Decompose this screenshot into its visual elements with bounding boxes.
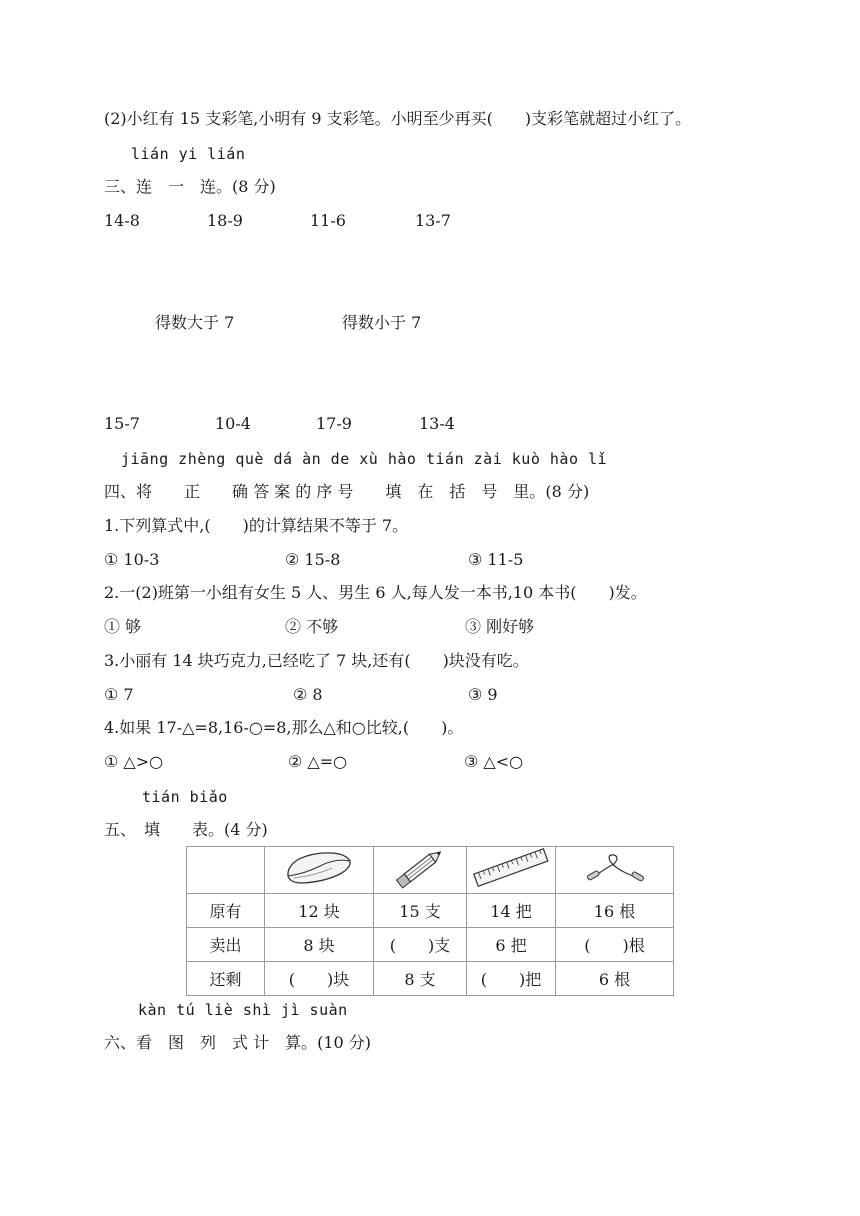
section-3-title: 三、连 一 连。(8 分)	[104, 177, 276, 196]
section-4-title: 四、将 正 确 答 案 的 序 号 填 在 括 号 里。(8 分)	[104, 482, 590, 501]
match-top-item-4: 13-7	[415, 211, 451, 230]
pencil-cell	[374, 847, 467, 894]
mc-q2-option-3: ③ 刚好够	[465, 617, 535, 636]
mc-q1-option-2: ② 15-8	[285, 550, 341, 569]
table-row	[187, 894, 674, 928]
table-row	[187, 962, 674, 996]
table-cell: 8 块	[265, 928, 374, 962]
match-top-item-2: 18-9	[207, 211, 243, 230]
section-3-pinyin: lián yi lián	[131, 145, 246, 163]
section-5-pinyin: tián biǎo	[142, 788, 228, 806]
mc-q4-option-2: ② △=○	[288, 752, 348, 771]
table-cell: ( )块	[265, 962, 374, 996]
table-cell: 12 块	[265, 894, 374, 928]
section-4-pinyin: jiāng zhèng què dá àn de xù hào tián zài kuò hào lǐ	[121, 450, 608, 468]
eraser-icon	[284, 849, 354, 887]
mc-q4-option-3: ③ △<○	[464, 752, 524, 771]
mc-q1-option-3: ③ 11-5	[468, 550, 524, 569]
match-bottom-item-1: 15-7	[104, 414, 140, 433]
table-cell: ( )根	[556, 928, 674, 962]
mc-question-3: 3.小丽有 14 块巧克力,已经吃了 7 块,还有( )块没有吃。	[104, 651, 529, 670]
pencil-icon	[392, 847, 448, 889]
row-label: 原有	[187, 894, 265, 928]
stock-table	[186, 846, 674, 996]
table-cell: 16 根	[556, 894, 674, 928]
mc-q3-option-3: ③ 9	[468, 685, 498, 704]
match-bottom-item-2: 10-4	[215, 414, 251, 433]
match-top-item-1: 14-8	[104, 211, 140, 230]
section-6-title: 六、看 图 列 式 计 算。(10 分)	[104, 1033, 372, 1052]
match-target-less: 得数小于 7	[342, 313, 422, 332]
table-cell: 14 把	[467, 894, 556, 928]
rope-cell	[556, 847, 674, 894]
table-cell: ( )支	[374, 928, 467, 962]
match-bottom-item-3: 17-9	[316, 414, 352, 433]
match-bottom-item-4: 13-4	[419, 414, 455, 433]
mc-q1-option-1: ① 10-3	[104, 550, 160, 569]
table-cell: ( )把	[467, 962, 556, 996]
question-2-line: (2)小红有 15 支彩笔,小明有 9 支彩笔。小明至少再买( )支彩笔就超过小红了。	[104, 109, 692, 128]
ruler-icon	[471, 847, 551, 889]
eraser-cell	[265, 847, 374, 894]
table-cell: 6 把	[467, 928, 556, 962]
mc-q2-option-1: ① 够	[104, 617, 142, 636]
mc-question-4: 4.如果 17-△=8,16-○=8,那么△和○比较,( )。	[104, 718, 464, 737]
mc-q4-option-1: ① △>○	[104, 752, 164, 771]
mc-q3-option-1: ① 7	[104, 685, 134, 704]
table-cell: 15 支	[374, 894, 467, 928]
mc-q2-option-2: ② 不够	[285, 617, 339, 636]
mc-q3-option-2: ② 8	[293, 685, 323, 704]
row-label: 还剩	[187, 962, 265, 996]
section-6-pinyin: kàn tú liè shì jì suàn	[138, 1001, 348, 1019]
table-cell: 6 根	[556, 962, 674, 996]
mc-question-2: 2.一(2)班第一小组有女生 5 人、男生 6 人,每人发一本书,10 本书( )发。	[104, 583, 647, 602]
jump-rope-icon	[580, 848, 650, 888]
table-corner-cell	[187, 847, 265, 894]
table-cell: 8 支	[374, 962, 467, 996]
mc-question-1: 1.下列算式中,( )的计算结果不等于 7。	[104, 516, 409, 535]
row-label: 卖出	[187, 928, 265, 962]
match-target-greater: 得数大于 7	[155, 313, 235, 332]
section-5-title: 五、 填 表。(4 分)	[104, 820, 268, 839]
table-row	[187, 928, 674, 962]
match-top-item-3: 11-6	[310, 211, 346, 230]
ruler-cell	[467, 847, 556, 894]
table-header-row	[187, 847, 674, 894]
